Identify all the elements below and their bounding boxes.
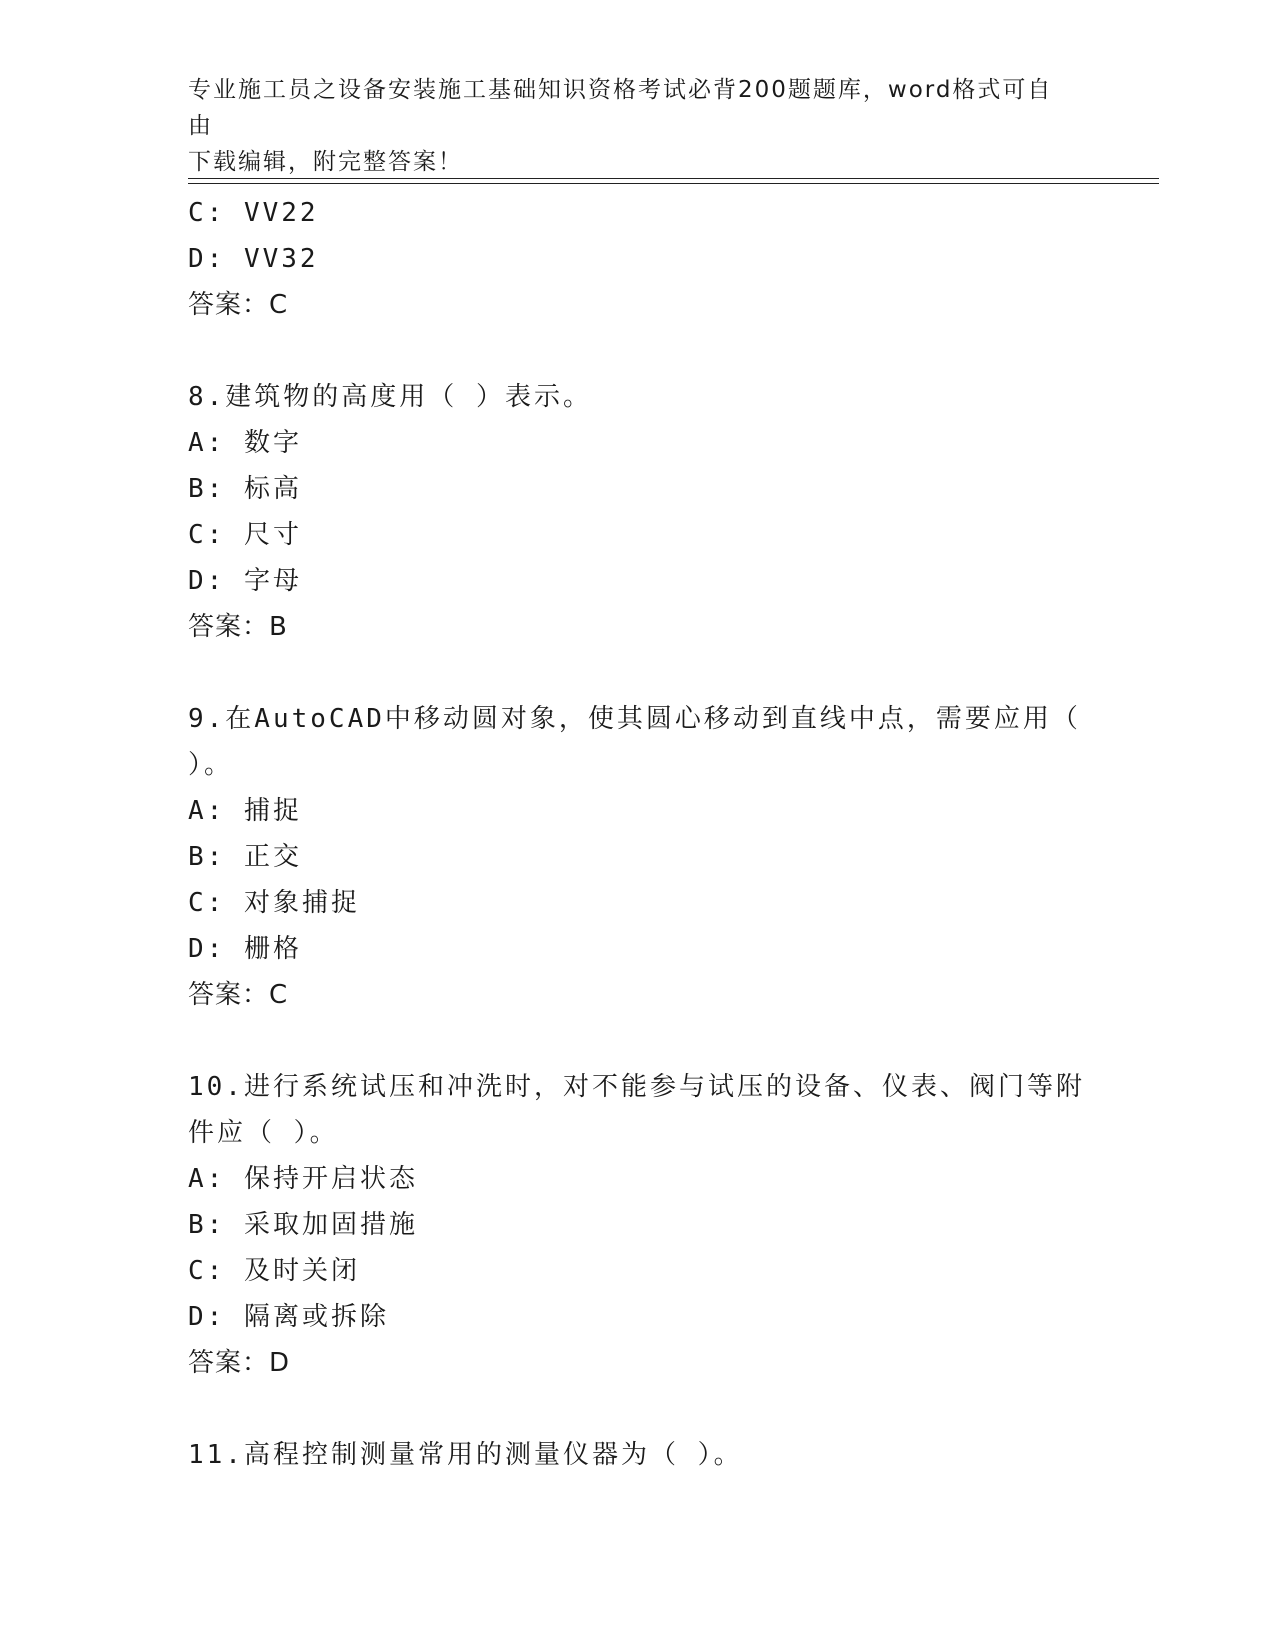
option-b: B: 采取加固措施 — [188, 1210, 418, 1240]
option-d: D: 字母 — [188, 566, 302, 596]
header-title-line2: 下载编辑，附完整答案！ — [188, 149, 463, 175]
question-8 — [188, 374, 1088, 650]
header-title-line1: 专业施工员之设备安装施工基础知识资格考试必背200题题库，word格式可自由 — [188, 77, 1053, 139]
document-header — [188, 72, 1068, 180]
option-c: C: VV22 — [188, 198, 319, 228]
question-9 — [188, 696, 1088, 1018]
option-d: D: 栅格 — [188, 934, 302, 964]
answer-text: 答案：B — [188, 612, 288, 642]
option-a: A: 捕捉 — [188, 796, 302, 826]
option-b: B: 正交 — [188, 842, 302, 872]
answer-text: 答案：C — [188, 290, 289, 320]
option-a: A: 保持开启状态 — [188, 1164, 418, 1194]
question-stem-continued: ）。 — [188, 750, 234, 780]
option-b: B: 标高 — [188, 474, 302, 504]
option-d: D: 隔离或拆除 — [188, 1302, 389, 1332]
question-stem-continued: 件应（ ）。 — [188, 1118, 339, 1148]
answer-text: 答案：C — [188, 980, 289, 1010]
option-c: C: 对象捕捉 — [188, 888, 360, 918]
spacer — [188, 1018, 1088, 1064]
question-stem: 9.在AutoCAD中移动圆对象，使其圆心移动到直线中点，需要应用（ — [188, 704, 1081, 734]
question-stem: 10.进行系统试压和冲洗时，对不能参与试压的设备、仪表、阀门等附 — [188, 1072, 1085, 1102]
question-11 — [188, 1432, 1088, 1478]
spacer — [188, 328, 1088, 374]
question-stem: 8.建筑物的高度用（ ）表示。 — [188, 382, 592, 412]
option-a: A: 数字 — [188, 428, 302, 458]
option-c: C: 及时关闭 — [188, 1256, 360, 1286]
option-d: D: VV32 — [188, 244, 319, 274]
option-c: C: 尺寸 — [188, 520, 302, 550]
question-7-partial — [188, 190, 1088, 328]
spacer — [188, 650, 1088, 696]
question-stem: 11.高程控制测量常用的测量仪器为（ ）。 — [188, 1440, 743, 1470]
spacer — [188, 1386, 1088, 1432]
question-10 — [188, 1064, 1088, 1386]
header-divider-bottom — [188, 183, 1159, 184]
question-list — [188, 190, 1088, 1478]
answer-text: 答案：D — [188, 1348, 291, 1378]
header-divider-top — [188, 178, 1159, 179]
